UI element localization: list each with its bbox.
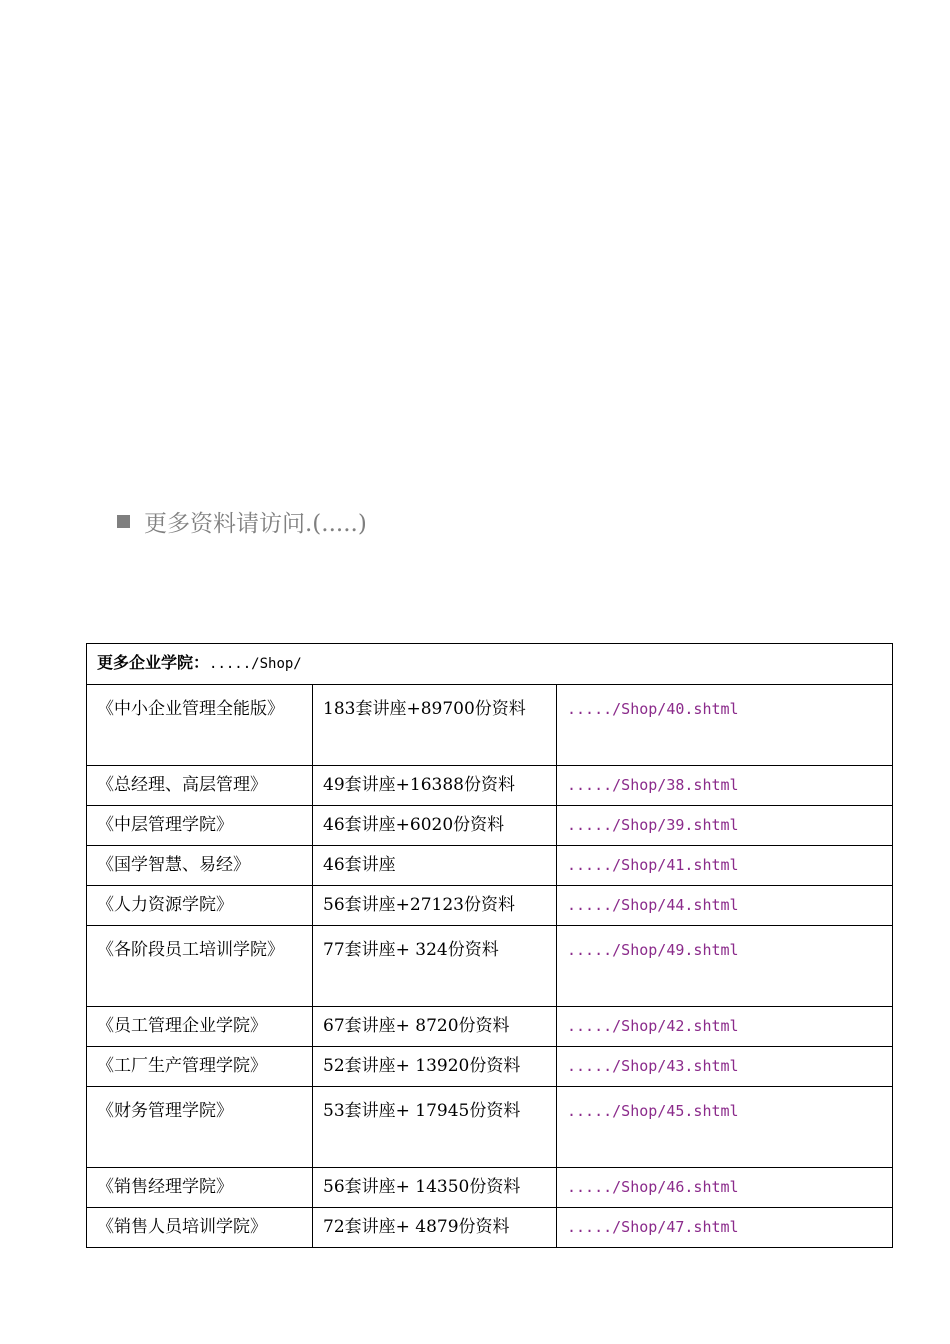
course-name: 《总经理、高层管理》	[87, 766, 313, 806]
course-link-cell	[557, 1168, 893, 1208]
table-row	[87, 1168, 893, 1208]
table-row	[87, 685, 893, 766]
course-content: 183套讲座+89700份资料	[313, 685, 557, 766]
course-content: 56套讲座+27123份资料	[313, 886, 557, 926]
course-content: 46套讲座+6020份资料	[313, 806, 557, 846]
course-content: 52套讲座+ 13920份资料	[313, 1047, 557, 1087]
table-row	[87, 846, 893, 886]
course-name: 《中层管理学院》	[87, 806, 313, 846]
course-name: 《销售人员培训学院》	[87, 1208, 313, 1248]
course-name: 《财务管理学院》	[87, 1087, 313, 1168]
notice-text: 更多资料请访问.(.....)	[144, 511, 367, 537]
table-row	[87, 766, 893, 806]
course-link[interactable]: ...../Shop/45.shtml	[567, 1102, 739, 1120]
square-bullet-icon	[117, 515, 130, 528]
course-link-cell	[557, 1208, 893, 1248]
course-content: 72套讲座+ 4879份资料	[313, 1208, 557, 1248]
course-name: 《员工管理企业学院》	[87, 1007, 313, 1047]
course-link[interactable]: ...../Shop/44.shtml	[567, 896, 739, 914]
table-row	[87, 1007, 893, 1047]
table-row	[87, 1087, 893, 1168]
course-link-cell	[557, 926, 893, 1007]
course-link[interactable]: ...../Shop/39.shtml	[567, 816, 739, 834]
table-row	[87, 806, 893, 846]
header-shop-url[interactable]: ...../Shop/	[209, 656, 302, 672]
course-link-cell	[557, 806, 893, 846]
course-link-cell	[557, 685, 893, 766]
course-content: 67套讲座+ 8720份资料	[313, 1007, 557, 1047]
table-row	[87, 1208, 893, 1248]
table-header-cell	[87, 644, 893, 685]
course-name: 《中小企业管理全能版》	[87, 685, 313, 766]
course-content: 46套讲座	[313, 846, 557, 886]
course-content: 56套讲座+ 14350份资料	[313, 1168, 557, 1208]
course-name: 《国学智慧、易经》	[87, 846, 313, 886]
shop-links-table	[86, 643, 893, 1248]
course-name: 《各阶段员工培训学院》	[87, 926, 313, 1007]
table-row	[87, 886, 893, 926]
course-link[interactable]: ...../Shop/38.shtml	[567, 776, 739, 794]
table-row	[87, 926, 893, 1007]
course-link-cell	[557, 766, 893, 806]
course-name: 《人力资源学院》	[87, 886, 313, 926]
table-row	[87, 1047, 893, 1087]
more-info-notice	[117, 505, 367, 538]
course-content: 77套讲座+ 324份资料	[313, 926, 557, 1007]
course-content: 53套讲座+ 17945份资料	[313, 1087, 557, 1168]
course-link-cell	[557, 1047, 893, 1087]
course-link-cell	[557, 846, 893, 886]
course-content: 49套讲座+16388份资料	[313, 766, 557, 806]
course-name: 《工厂生产管理学院》	[87, 1047, 313, 1087]
course-link[interactable]: ...../Shop/46.shtml	[567, 1178, 739, 1196]
course-link-cell	[557, 1007, 893, 1047]
course-link-cell	[557, 1087, 893, 1168]
table-header-row	[87, 644, 893, 685]
course-link[interactable]: ...../Shop/49.shtml	[567, 941, 739, 959]
course-link[interactable]: ...../Shop/41.shtml	[567, 856, 739, 874]
header-label: 更多企业学院：	[97, 653, 210, 672]
course-link-cell	[557, 886, 893, 926]
course-link[interactable]: ...../Shop/40.shtml	[567, 700, 739, 718]
course-link[interactable]: ...../Shop/42.shtml	[567, 1017, 739, 1035]
course-link[interactable]: ...../Shop/47.shtml	[567, 1218, 739, 1236]
course-name: 《销售经理学院》	[87, 1168, 313, 1208]
course-link[interactable]: ...../Shop/43.shtml	[567, 1057, 739, 1075]
